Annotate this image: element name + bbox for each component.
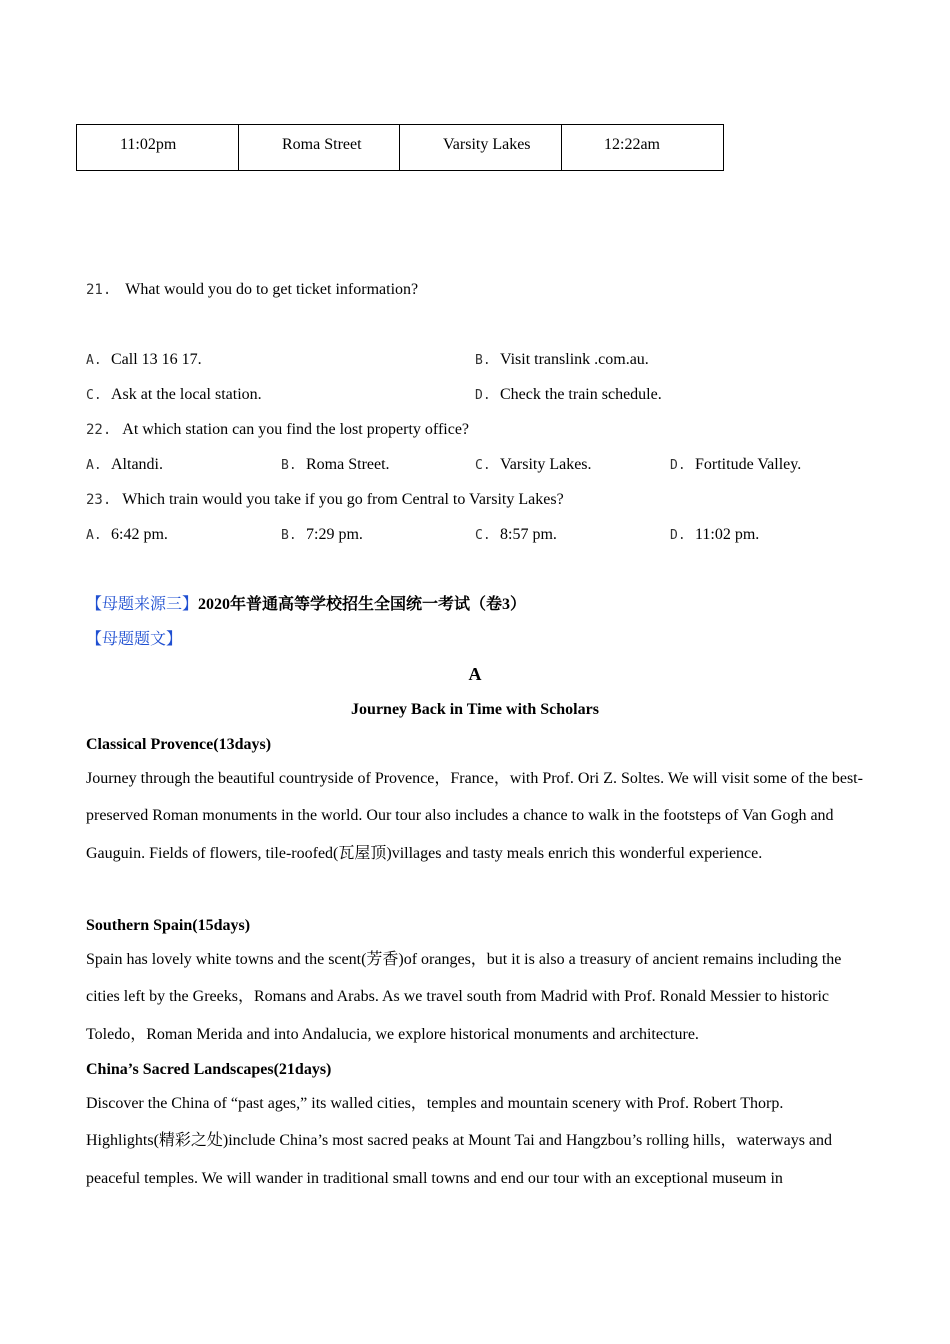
option-text: Ask at the local station. [111, 386, 262, 403]
source-line [86, 595, 526, 615]
option-item [281, 525, 363, 546]
table-cell-to: Varsity Lakes [400, 125, 562, 171]
option-letter: C. [475, 458, 491, 473]
option-letter: A. [86, 458, 102, 473]
passage-letter: A [468, 664, 482, 684]
option-item [281, 455, 390, 476]
option-letter: D. [670, 528, 686, 543]
option-item [86, 525, 168, 546]
option-text: Altandi. [111, 456, 163, 473]
option-text: Fortitude Valley. [695, 456, 802, 473]
option-letter: B. [281, 458, 297, 473]
option-item [475, 350, 649, 371]
section-title: Southern Spain(15days) [86, 917, 251, 934]
question-text: What would you do to get ticket information? [125, 281, 419, 298]
option-letter: C. [475, 528, 491, 543]
option-text: 8:57 pm. [500, 526, 557, 543]
option-letter: D. [475, 388, 491, 403]
option-item [475, 455, 592, 476]
option-item [86, 350, 202, 371]
option-item [475, 385, 662, 406]
option-letter: B. [475, 353, 491, 368]
option-item [86, 385, 262, 406]
option-item [86, 455, 163, 476]
option-item [670, 455, 801, 476]
section-title: Classical Provence(13days) [86, 736, 272, 753]
option-text: Call 13 16 17. [111, 351, 202, 368]
option-text: Visit translink .com.au. [500, 351, 649, 368]
option-letter: A. [86, 353, 102, 368]
option-letter: A. [86, 528, 102, 543]
source-tag: 【母题来源三】 [86, 596, 199, 613]
option-text: 6:42 pm. [111, 526, 168, 543]
option-text: Varsity Lakes. [500, 456, 592, 473]
table-cell-departure: 11:02pm [77, 125, 239, 171]
train-schedule-table [76, 124, 724, 171]
section-body: Journey through the beautiful countryside of Provence，France，with Prof. Ori Z. Soltes. We will visit some of the best-preserved Roman monuments in the world. Our tour also includes a chance to walk in the footsteps of Van Gogh and Gauguin. Fields of flowers, tile-roofed(瓦屋顶)villages and tasty meals enrich this wonderful experience. [86, 770, 863, 862]
option-text: 11:02 pm. [695, 526, 760, 543]
question-text: At which station can you find the lost property office? [122, 421, 470, 438]
question-number: 22. [86, 422, 112, 438]
passage-heading: Journey Back in Time with Scholars [351, 701, 599, 718]
section-body: Spain has lovely white towns and the scent(芳香)of oranges，but it is also a treasury of ancient remains including the cities left by the Greeks，Romans and Arabs. As we travel south from Madrid with Prof. Ronald Messier to historic Toledo，Roman Merida and into Andalucia, we explore historical monuments and architecture. [86, 951, 842, 1043]
section-body: Discover the China of “past ages,” its walled cities，temples and mountain scenery with Prof. Robert Thorp. Highlights(精彩之处)include China’s most sacred peaks at Mount Tai and Hangzbou’s rolling hills，waterways and peaceful temples. We will wander in traditional small towns and end our tour with an exceptional museum in [86, 1095, 833, 1187]
question-number: 23. [86, 492, 112, 508]
option-item [670, 525, 759, 546]
option-letter: D. [670, 458, 686, 473]
option-letter: B. [281, 528, 297, 543]
table-cell-from: Roma Street [239, 125, 400, 171]
question-21 [86, 280, 418, 300]
table-row [77, 125, 724, 171]
section-title: China’s Sacred Landscapes(21days) [86, 1061, 332, 1078]
option-text: Roma Street. [306, 456, 390, 473]
question-number: 21. [86, 282, 112, 298]
table-cell-arrival: 12:22am [562, 125, 724, 171]
option-text: Check the train schedule. [500, 386, 662, 403]
option-item [475, 525, 557, 546]
option-letter: C. [86, 388, 102, 403]
question-22 [86, 420, 469, 440]
question-text: Which train would you take if you go from Central to Varsity Lakes? [122, 491, 564, 508]
question-23 [86, 490, 564, 510]
source-title: 2020年普通高等学校招生全国统一考试（卷3） [198, 596, 527, 613]
text-tag: 【母题题文】 [86, 631, 183, 648]
option-text: 7:29 pm. [306, 526, 363, 543]
